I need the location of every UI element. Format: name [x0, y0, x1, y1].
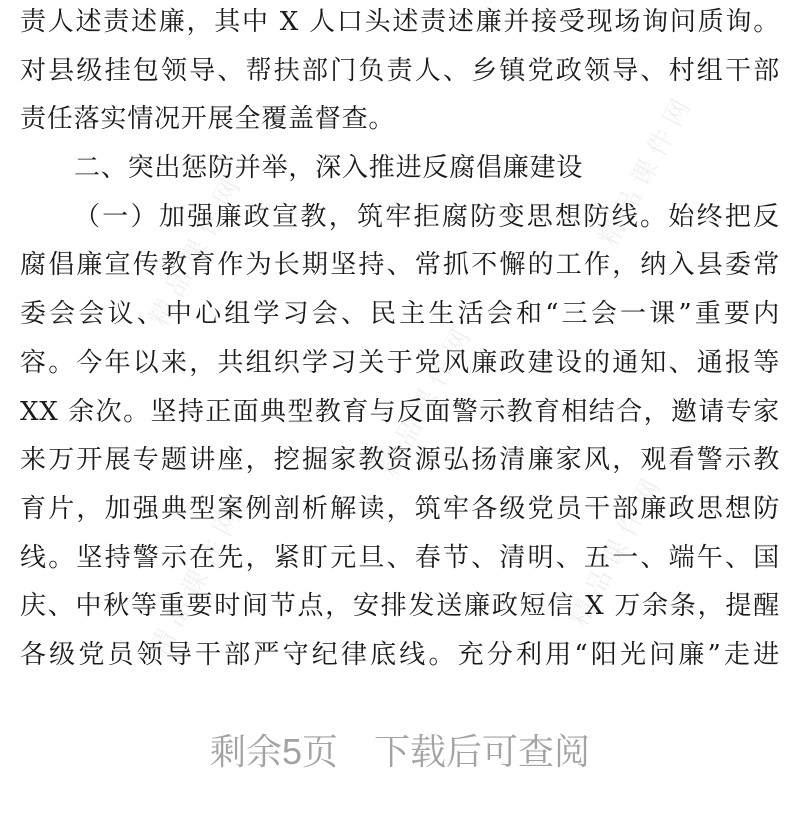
watermark-text: 精品课件网	[144, 167, 251, 332]
document-body	[20, 0, 780, 680]
watermark-text: 精品课件网	[594, 87, 701, 252]
paragraph-line: 腐倡廉宣传教育作为长期坚持、常抓不懈的工作，纳入县委常	[20, 250, 780, 281]
watermark-text: 精品课件网	[374, 317, 481, 482]
download-hint-label: 下载后可查阅	[374, 731, 591, 772]
paragraph-line: 责人述责述廉，其中 X 人口头述责述廉并接受现场询问质询。	[20, 7, 780, 37]
paragraph-line: XX 余次。坚持正面典型教育与反面警示教育相结合，邀请专家	[20, 396, 780, 427]
paragraph-line: 各级党员领导干部严守纪律底线。充分利用“阳光问廉”走进	[20, 639, 780, 670]
subsection-heading-line: （一）加强廉政宣教，筑牢拒腐防变思想防线。始终把反	[74, 201, 780, 232]
paragraph-line: 庆、中秋等重要时间节点，安排发送廉政短信 X 万余条，提醒	[20, 591, 780, 622]
section-heading: 二、突出惩防并举，深入推进反腐倡廉建设	[74, 153, 584, 184]
paragraph-line: 容。今年以来，共组织学习关于党风廉政建设的通知、通报等	[20, 347, 780, 378]
download-prompt[interactable]	[0, 730, 800, 774]
watermark-text: 精品课件网	[564, 467, 671, 632]
paragraph-line: 来万开展专题讲座，挖掘家教资源弘扬清廉家风，观看警示教	[20, 445, 780, 476]
remaining-pages-label: 剩余5页	[209, 731, 338, 772]
paragraph-line: 责任落实情况开展全覆盖督查。	[20, 104, 396, 135]
watermark-text: 精品课件网	[144, 497, 251, 662]
paragraph-line: 线。坚持警示在先，紧盯元旦、春节、清明、五一、端午、国	[20, 542, 780, 573]
paragraph-line: 对县级挂包领导、帮扶部门负责人、乡镇党政领导、村组干部	[20, 55, 780, 86]
paragraph-line: 委会会议、中心组学习会、民主生活会和“三会一课”重要内	[20, 299, 780, 330]
paragraph-line: 育片，加强典型案例剖析解读，筑牢各级党员干部廉政思想防	[20, 493, 780, 524]
